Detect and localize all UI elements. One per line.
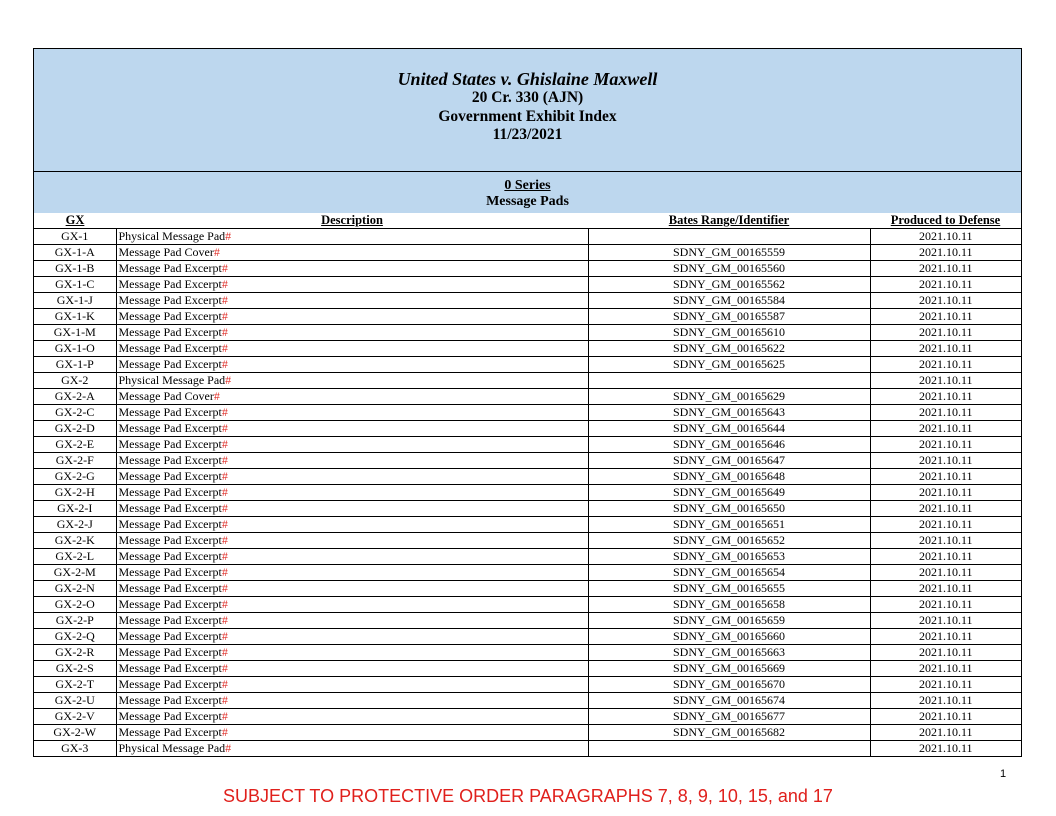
exhibit-number: GX-1-C (34, 277, 116, 293)
exhibit-description (116, 501, 588, 517)
produced-date: 2021.10.11 (870, 597, 1021, 613)
bates-identifier: SDNY_GM_00165562 (588, 277, 870, 293)
bates-identifier (588, 373, 870, 389)
bates-identifier: SDNY_GM_00165660 (588, 629, 870, 645)
bates-identifier (588, 229, 870, 245)
exhibit-number: GX-2-N (34, 581, 116, 597)
produced-date: 2021.10.11 (870, 453, 1021, 469)
exhibit-description (116, 229, 588, 245)
exhibit-number: GX-2-F (34, 453, 116, 469)
table-row (34, 389, 1021, 405)
produced-date: 2021.10.11 (870, 613, 1021, 629)
table-row (34, 517, 1021, 533)
produced-date: 2021.10.11 (870, 293, 1021, 309)
hash-mark: # (221, 613, 228, 627)
exhibit-number: GX-1-P (34, 357, 116, 373)
table-row (34, 581, 1021, 597)
table-row (34, 741, 1021, 757)
hash-mark: # (221, 661, 228, 675)
description-text: Message Pad Excerpt (118, 501, 222, 515)
hash-mark: # (221, 565, 228, 579)
produced-date: 2021.10.11 (870, 261, 1021, 277)
exhibit-number: GX-2-O (34, 597, 116, 613)
hash-mark: # (221, 421, 228, 435)
exhibit-number: GX-1 (34, 229, 116, 245)
produced-date: 2021.10.11 (870, 725, 1021, 741)
description-text: Physical Message Pad (118, 373, 226, 387)
exhibit-description (116, 581, 588, 597)
exhibit-description (116, 533, 588, 549)
table-row (34, 725, 1021, 741)
exhibit-number: GX-2-P (34, 613, 116, 629)
exhibit-number: GX-1-O (34, 341, 116, 357)
hash-mark: # (221, 437, 228, 451)
produced-date: 2021.10.11 (870, 677, 1021, 693)
bates-identifier: SDNY_GM_00165651 (588, 517, 870, 533)
description-text: Message Pad Excerpt (118, 693, 222, 707)
produced-date: 2021.10.11 (870, 309, 1021, 325)
exhibit-description (116, 613, 588, 629)
exhibit-description (116, 277, 588, 293)
hash-mark: # (221, 357, 228, 371)
bates-identifier: SDNY_GM_00165653 (588, 549, 870, 565)
description-text: Physical Message Pad (118, 741, 226, 755)
series-band (34, 172, 1021, 213)
bates-identifier: SDNY_GM_00165610 (588, 325, 870, 341)
bates-identifier: SDNY_GM_00165644 (588, 421, 870, 437)
description-text: Message Pad Excerpt (118, 581, 222, 595)
bates-identifier: SDNY_GM_00165652 (588, 533, 870, 549)
hash-mark: # (213, 245, 220, 259)
exhibit-number: GX-2-I (34, 501, 116, 517)
hash-mark: # (221, 629, 228, 643)
exhibit-description (116, 421, 588, 437)
table-row (34, 453, 1021, 469)
table-row (34, 549, 1021, 565)
bates-identifier: SDNY_GM_00165655 (588, 581, 870, 597)
description-text: Message Pad Excerpt (118, 549, 222, 563)
bates-identifier: SDNY_GM_00165677 (588, 709, 870, 725)
exhibit-description (116, 661, 588, 677)
table-row (34, 501, 1021, 517)
exhibit-number: GX-3 (34, 741, 116, 757)
produced-date: 2021.10.11 (870, 517, 1021, 533)
hash-mark: # (225, 229, 232, 243)
description-text: Message Pad Excerpt (118, 341, 222, 355)
description-text: Message Pad Excerpt (118, 597, 222, 611)
produced-date: 2021.10.11 (870, 245, 1021, 261)
table-row (34, 533, 1021, 549)
produced-date: 2021.10.11 (870, 501, 1021, 517)
hash-mark: # (221, 549, 228, 563)
exhibit-number: GX-2-K (34, 533, 116, 549)
exhibit-description (116, 405, 588, 421)
hash-mark: # (221, 309, 228, 323)
bates-identifier: SDNY_GM_00165559 (588, 245, 870, 261)
produced-date: 2021.10.11 (870, 709, 1021, 725)
exhibit-description (116, 373, 588, 389)
produced-date: 2021.10.11 (870, 389, 1021, 405)
exhibit-number: GX-2-D (34, 421, 116, 437)
description-text: Message Pad Excerpt (118, 453, 222, 467)
exhibit-description (116, 597, 588, 613)
produced-date: 2021.10.11 (870, 229, 1021, 245)
exhibit-description (116, 709, 588, 725)
description-text: Message Pad Excerpt (118, 277, 222, 291)
exhibit-number: GX-2-Q (34, 629, 116, 645)
exhibit-number: GX-2-C (34, 405, 116, 421)
table-row (34, 277, 1021, 293)
bates-identifier: SDNY_GM_00165659 (588, 613, 870, 629)
exhibit-description (116, 645, 588, 661)
description-text: Message Pad Excerpt (118, 533, 222, 547)
exhibit-number: GX-1-M (34, 325, 116, 341)
table-row (34, 693, 1021, 709)
exhibit-number: GX-2-A (34, 389, 116, 405)
exhibit-description (116, 293, 588, 309)
exhibit-number: GX-2-L (34, 549, 116, 565)
description-text: Message Pad Cover (118, 245, 214, 259)
column-header-description: Description (116, 213, 588, 229)
exhibit-description (116, 309, 588, 325)
hash-mark: # (221, 485, 228, 499)
table-row (34, 709, 1021, 725)
exhibit-description (116, 341, 588, 357)
hash-mark: # (221, 469, 228, 483)
table-row (34, 293, 1021, 309)
hash-mark: # (225, 373, 232, 387)
bates-identifier (588, 741, 870, 757)
exhibit-description (116, 677, 588, 693)
hash-mark: # (221, 581, 228, 595)
exhibit-number: GX-2-U (34, 693, 116, 709)
description-text: Message Pad Excerpt (118, 485, 222, 499)
bates-identifier: SDNY_GM_00165658 (588, 597, 870, 613)
description-text: Message Pad Excerpt (118, 629, 222, 643)
hash-mark: # (221, 405, 228, 419)
description-text: Message Pad Excerpt (118, 613, 222, 627)
exhibit-description (116, 453, 588, 469)
produced-date: 2021.10.11 (870, 693, 1021, 709)
exhibit-number: GX-2-W (34, 725, 116, 741)
table-row (34, 245, 1021, 261)
hash-mark: # (213, 389, 220, 403)
produced-date: 2021.10.11 (870, 341, 1021, 357)
table-row (34, 341, 1021, 357)
hash-mark: # (221, 533, 228, 547)
table-row (34, 405, 1021, 421)
hash-mark: # (221, 453, 228, 467)
hash-mark: # (221, 501, 228, 515)
exhibit-number: GX-2-S (34, 661, 116, 677)
hash-mark: # (221, 325, 228, 339)
exhibit-description (116, 485, 588, 501)
exhibit-description (116, 389, 588, 405)
exhibit-number: GX-1-J (34, 293, 116, 309)
hash-mark: # (221, 517, 228, 531)
bates-identifier: SDNY_GM_00165649 (588, 485, 870, 501)
table-header-row (34, 213, 1021, 229)
description-text: Message Pad Excerpt (118, 437, 222, 451)
produced-date: 2021.10.11 (870, 549, 1021, 565)
table-row (34, 421, 1021, 437)
exhibit-description (116, 245, 588, 261)
exhibit-description (116, 517, 588, 533)
bates-identifier: SDNY_GM_00165674 (588, 693, 870, 709)
exhibit-description (116, 437, 588, 453)
exhibit-number: GX-2 (34, 373, 116, 389)
description-text: Message Pad Excerpt (118, 677, 222, 691)
index-title: Government Exhibit Index (438, 107, 617, 125)
docket-number: 20 Cr. 330 (AJN) (471, 89, 584, 106)
produced-date: 2021.10.11 (870, 533, 1021, 549)
exhibit-number: GX-2-H (34, 485, 116, 501)
hash-mark: # (225, 741, 232, 755)
produced-date: 2021.10.11 (870, 277, 1021, 293)
hash-mark: # (221, 597, 228, 611)
bates-identifier: SDNY_GM_00165629 (588, 389, 870, 405)
produced-date: 2021.10.11 (870, 357, 1021, 373)
hash-mark: # (221, 677, 228, 691)
index-date: 11/23/2021 (492, 126, 563, 143)
exhibit-description (116, 741, 588, 757)
produced-date: 2021.10.11 (870, 437, 1021, 453)
exhibit-number: GX-2-J (34, 517, 116, 533)
hash-mark: # (221, 277, 228, 291)
table-row (34, 613, 1021, 629)
hash-mark: # (221, 725, 228, 739)
exhibit-description (116, 325, 588, 341)
bates-identifier: SDNY_GM_00165622 (588, 341, 870, 357)
bates-identifier: SDNY_GM_00165560 (588, 261, 870, 277)
bates-identifier: SDNY_GM_00165650 (588, 501, 870, 517)
bates-identifier: SDNY_GM_00165648 (588, 469, 870, 485)
bates-identifier: SDNY_GM_00165647 (588, 453, 870, 469)
bates-identifier: SDNY_GM_00165643 (588, 405, 870, 421)
column-header-gx: GX (34, 213, 116, 229)
series-subtitle: Message Pads (486, 194, 569, 209)
table-row (34, 565, 1021, 581)
page-number: 1 (1000, 768, 1007, 780)
bates-identifier: SDNY_GM_00165584 (588, 293, 870, 309)
table-row (34, 437, 1021, 453)
table-row (34, 261, 1021, 277)
exhibit-index-frame (33, 48, 1022, 757)
bates-identifier: SDNY_GM_00165663 (588, 645, 870, 661)
table-row (34, 325, 1021, 341)
exhibit-number: GX-2-E (34, 437, 116, 453)
produced-date: 2021.10.11 (870, 565, 1021, 581)
exhibit-number: GX-2-G (34, 469, 116, 485)
description-text: Message Pad Excerpt (118, 565, 222, 579)
description-text: Message Pad Cover (118, 389, 214, 403)
produced-date: 2021.10.11 (870, 581, 1021, 597)
description-text: Message Pad Excerpt (118, 261, 222, 275)
produced-date: 2021.10.11 (870, 661, 1021, 677)
case-name: United States v. Ghislaine Maxwell (397, 69, 658, 89)
description-text: Message Pad Excerpt (118, 325, 222, 339)
hash-mark: # (221, 261, 228, 275)
protective-order-footer: SUBJECT TO PROTECTIVE ORDER PARAGRAPHS 7, 8, 9, 10, 15, and 17 (223, 786, 833, 806)
description-text: Message Pad Excerpt (118, 405, 222, 419)
exhibit-number: GX-1-K (34, 309, 116, 325)
produced-date: 2021.10.11 (870, 469, 1021, 485)
bates-identifier: SDNY_GM_00165646 (588, 437, 870, 453)
exhibit-rows (34, 229, 1021, 757)
table-row (34, 485, 1021, 501)
table-row (34, 229, 1021, 245)
produced-date: 2021.10.11 (870, 629, 1021, 645)
description-text: Message Pad Excerpt (118, 709, 222, 723)
produced-date: 2021.10.11 (870, 325, 1021, 341)
table-row (34, 469, 1021, 485)
exhibit-number: GX-1-B (34, 261, 116, 277)
bates-identifier: SDNY_GM_00165670 (588, 677, 870, 693)
exhibit-description (116, 469, 588, 485)
column-header-produced: Produced to Defense (870, 213, 1021, 229)
exhibit-number: GX-2-V (34, 709, 116, 725)
produced-date: 2021.10.11 (870, 405, 1021, 421)
bates-identifier: SDNY_GM_00165669 (588, 661, 870, 677)
bates-identifier: SDNY_GM_00165587 (588, 309, 870, 325)
exhibit-description (116, 261, 588, 277)
title-band (34, 48, 1021, 172)
description-text: Physical Message Pad (118, 229, 226, 243)
table-row (34, 629, 1021, 645)
description-text: Message Pad Excerpt (118, 357, 222, 371)
produced-date: 2021.10.11 (870, 373, 1021, 389)
bates-identifier: SDNY_GM_00165654 (588, 565, 870, 581)
table-row (34, 597, 1021, 613)
description-text: Message Pad Excerpt (118, 645, 222, 659)
table-row (34, 661, 1021, 677)
hash-mark: # (221, 293, 228, 307)
description-text: Message Pad Excerpt (118, 309, 222, 323)
table-row (34, 645, 1021, 661)
produced-date: 2021.10.11 (870, 741, 1021, 757)
table-row (34, 677, 1021, 693)
description-text: Message Pad Excerpt (118, 421, 222, 435)
column-header-bates: Bates Range/Identifier (588, 213, 870, 229)
bates-identifier: SDNY_GM_00165682 (588, 725, 870, 741)
exhibit-description (116, 549, 588, 565)
exhibit-description (116, 629, 588, 645)
series-name: 0 Series (504, 178, 551, 193)
description-text: Message Pad Excerpt (118, 293, 222, 307)
exhibit-description (116, 693, 588, 709)
exhibit-number: GX-2-M (34, 565, 116, 581)
description-text: Message Pad Excerpt (118, 517, 222, 531)
description-text: Message Pad Excerpt (118, 469, 222, 483)
hash-mark: # (221, 645, 228, 659)
produced-date: 2021.10.11 (870, 485, 1021, 501)
produced-date: 2021.10.11 (870, 645, 1021, 661)
exhibit-description (116, 357, 588, 373)
exhibit-description (116, 725, 588, 741)
hash-mark: # (221, 341, 228, 355)
exhibit-description (116, 565, 588, 581)
exhibit-number: GX-2-T (34, 677, 116, 693)
description-text: Message Pad Excerpt (118, 725, 222, 739)
exhibit-table (34, 213, 1021, 757)
table-row (34, 309, 1021, 325)
description-text: Message Pad Excerpt (118, 661, 222, 675)
table-row (34, 357, 1021, 373)
table-row (34, 373, 1021, 389)
hash-mark: # (221, 709, 228, 723)
bates-identifier: SDNY_GM_00165625 (588, 357, 870, 373)
produced-date: 2021.10.11 (870, 421, 1021, 437)
hash-mark: # (221, 693, 228, 707)
exhibit-number: GX-2-R (34, 645, 116, 661)
exhibit-number: GX-1-A (34, 245, 116, 261)
